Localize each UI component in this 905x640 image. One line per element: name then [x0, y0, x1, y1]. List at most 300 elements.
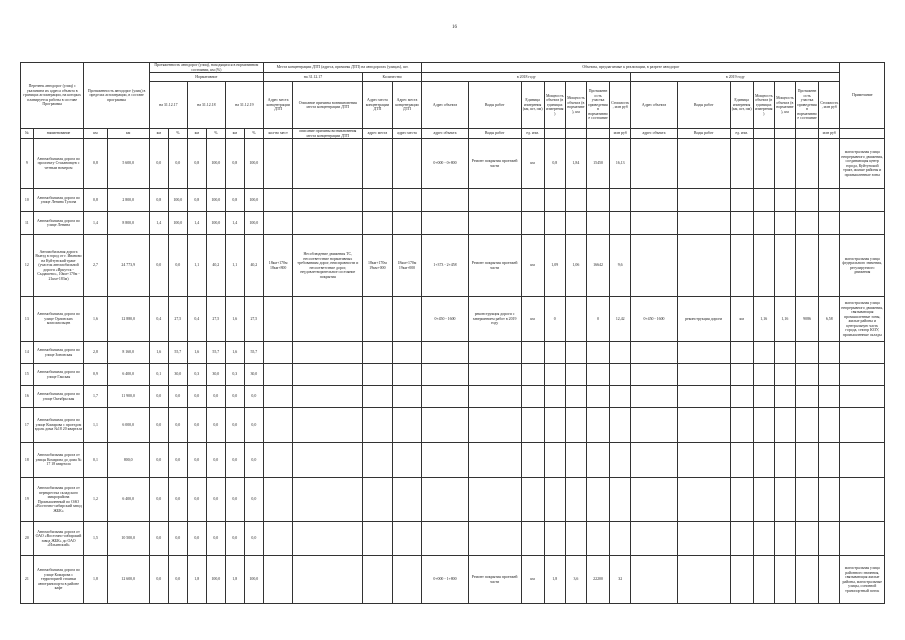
cell-unit	[521, 342, 544, 364]
cell-pl	[586, 212, 609, 235]
cell-a18	[363, 408, 393, 443]
cell-c: 1,8	[187, 556, 206, 604]
cell-d: 0,0	[206, 408, 225, 443]
cell-unit	[521, 189, 544, 212]
cell-work2	[677, 139, 730, 189]
cell-c: 0,8	[187, 189, 206, 212]
cell-addr2	[631, 189, 677, 212]
cell-note: магистральная улица непрерывного движения, соединяющая центр города, Куйтунский тракт, жилые районы и промышленные зоны	[840, 139, 885, 189]
cell-d: 40,2	[206, 235, 225, 297]
cell-len: 1,5	[84, 522, 107, 556]
cell-lenm: 2 800,0	[107, 189, 149, 212]
obj-address-header: Адрес объекта	[422, 82, 468, 129]
cell-addr2	[631, 478, 677, 522]
cell-e: 0,0	[225, 386, 244, 408]
cell-reason	[293, 522, 363, 556]
cell-unit2	[730, 139, 753, 189]
cell-lenm: 6 400,0	[107, 364, 149, 386]
cell-pl2	[795, 235, 818, 297]
cell-d: 0,0	[206, 443, 225, 478]
power-norm-header: Мощность объекта (в нормативе), км	[565, 82, 586, 129]
cell-d: 100,0	[206, 212, 225, 235]
cell-no: 13	[21, 297, 34, 342]
cell-pn	[565, 212, 586, 235]
cell-c: 0,4	[187, 297, 206, 342]
cell-note	[840, 364, 885, 386]
cell-addr	[422, 478, 468, 522]
cell-reason	[293, 408, 363, 443]
normative-group-header: Протяженность автодорог (улиц), находящихся в нормативном состоянии, км (%)	[149, 63, 263, 73]
cell-name: Автомобильная дорога от улицы Комарова до дома № 17 18 квартала	[33, 443, 84, 478]
cell-no: 19	[21, 478, 34, 522]
cell-b: 100,0	[168, 212, 187, 235]
cell-unit2	[730, 522, 753, 556]
cell-pn2	[774, 478, 795, 522]
cell-pn: 1,84	[565, 139, 586, 189]
cell-f: 0,0	[244, 478, 263, 522]
table-row	[21, 212, 885, 235]
cell-mk	[263, 139, 293, 189]
idx-addr2: адрес места	[363, 129, 393, 139]
dtp-group-header: Места концентрации ДТП (адреса, причины ДТП) на автодорогах (улицах), шт.	[263, 63, 421, 73]
cell-pl2	[795, 212, 818, 235]
cell-name: Автомобильная дорога по проспекту Стахановцев с четным номером	[33, 139, 84, 189]
objects-group-header: Объекты, предлагаемые к реализации, в разрезе автодорог	[422, 63, 840, 73]
table-row	[21, 556, 885, 604]
table-row	[21, 297, 885, 342]
cell-a18	[363, 522, 393, 556]
cell-unit	[521, 364, 544, 386]
cell-e: 0,3	[225, 364, 244, 386]
cell-c: 1,6	[187, 342, 206, 364]
cell-pw2	[753, 443, 774, 478]
cell-addr	[422, 212, 468, 235]
cell-addr2	[631, 139, 677, 189]
cell-work2	[677, 408, 730, 443]
cell-pl2	[795, 556, 818, 604]
cell-len: 0,8	[84, 189, 107, 212]
cell-pw2	[753, 386, 774, 408]
cell-note	[840, 342, 885, 364]
idx-work: Виды работ	[468, 129, 521, 139]
cell-reason	[293, 139, 363, 189]
cell-pw	[544, 212, 565, 235]
idx-cost: млн руб	[610, 129, 631, 139]
cell-addr2	[631, 342, 677, 364]
cell-len: 1,7	[84, 386, 107, 408]
cell-a18	[363, 443, 393, 478]
cell-pl: 22200	[586, 556, 609, 604]
cell-pl	[586, 522, 609, 556]
idx-km-2018: км	[187, 129, 206, 139]
cell-note	[840, 212, 885, 235]
cell-a18	[363, 556, 393, 604]
cell-pl2	[795, 386, 818, 408]
cell-a19	[392, 212, 422, 235]
work-type-header: Виды работ	[468, 82, 521, 129]
cell-addr	[422, 522, 468, 556]
cell-cost2: 6,58	[819, 297, 840, 342]
cell-work2	[677, 443, 730, 478]
cell-cost	[610, 342, 631, 364]
unit-2019-header: Единица измерения (км, шт, пм)	[730, 82, 753, 129]
cell-unit2	[730, 364, 753, 386]
cell-note: магистральная улица непрерывного движения, связывающая промышленные зоны, жилые районы и центральную часть города, сектор ЮЗУ, промышленные склады	[840, 297, 885, 342]
cell-work2	[677, 386, 730, 408]
cell-addr: 0+000 - 0+800	[422, 139, 468, 189]
cell-pn2	[774, 522, 795, 556]
cell-c: 1,1	[187, 235, 206, 297]
cell-len: 0,9	[84, 364, 107, 386]
cell-note	[840, 478, 885, 522]
cell-pn2	[774, 235, 795, 297]
cell-f: 30,0	[244, 364, 263, 386]
cell-mk	[263, 364, 293, 386]
cell-pn: 1,06	[565, 235, 586, 297]
cell-pw: 1,8	[544, 556, 565, 604]
cell-work	[468, 408, 521, 443]
year-2019-header: в 2019 году	[631, 73, 840, 82]
cell-a18	[363, 364, 393, 386]
cell-cost2	[819, 139, 840, 189]
cell-pn	[565, 297, 586, 342]
cell-name: Автомобильная дорога по улице Комарова с территорией стоянки автотранспорта в районе кафе	[33, 556, 84, 604]
power-header: Мощность объекта (в единицах измерения)	[544, 82, 565, 129]
cell-addr2	[631, 386, 677, 408]
cell-f: 100,0	[244, 556, 263, 604]
idx-addr3: адрес места	[392, 129, 422, 139]
idx-unit2: ед. изм.	[730, 129, 753, 139]
cell-e: 0,0	[225, 443, 244, 478]
road-program-table	[20, 62, 885, 604]
cell-name: Автомобильная дорога по улице Орловских комсомольцев	[33, 297, 84, 342]
cell-addr	[422, 386, 468, 408]
cell-pl	[586, 478, 609, 522]
cell-len: 0,8	[84, 139, 107, 189]
table-row	[21, 189, 885, 212]
cell-pw2	[753, 478, 774, 522]
cell-work: Ремонт покрытия проезжей части	[468, 139, 521, 189]
cell-a19	[392, 189, 422, 212]
cell-pw	[544, 478, 565, 522]
cell-no: 21	[21, 556, 34, 604]
cell-cost2	[819, 235, 840, 297]
page-number: 16	[452, 25, 457, 30]
cell-a18	[363, 478, 393, 522]
cell-pw	[544, 408, 565, 443]
cell-pw2: 1,16	[753, 297, 774, 342]
cell-e: 0,0	[225, 408, 244, 443]
cell-addr	[422, 443, 468, 478]
cell-pn	[565, 342, 586, 364]
cell-mk	[263, 443, 293, 478]
cell-pn2	[774, 189, 795, 212]
cell-pl	[586, 408, 609, 443]
cell-addr2	[631, 408, 677, 443]
cell-mk	[263, 386, 293, 408]
idx-obj2: адрес объекта	[631, 129, 677, 139]
cell-cost: 16,13	[610, 139, 631, 189]
cell-unit	[521, 408, 544, 443]
cell-a: 0,0	[149, 556, 168, 604]
year-2018-header: в 2018 году	[422, 73, 631, 82]
cell-pw2	[753, 364, 774, 386]
cell-pl: 16642	[586, 235, 609, 297]
cell-work: Ремонт покрытия проезжей части	[468, 556, 521, 604]
cell-len: 1,4	[84, 212, 107, 235]
cell-work2	[677, 212, 730, 235]
cell-cost2	[819, 386, 840, 408]
cell-work2	[677, 522, 730, 556]
cell-b: 55,7	[168, 342, 187, 364]
cell-a: 0,4	[149, 297, 168, 342]
cell-name: Автомобильная дорога от ОАО «Восточно-сибирский завод ЖБК» до ОАО «Ильинский»	[33, 522, 84, 556]
cell-work2	[677, 189, 730, 212]
cell-cost2	[819, 189, 840, 212]
cell-lenm: 12 880,0	[107, 297, 149, 342]
cell-no: 17	[21, 408, 34, 443]
cell-c: 0,0	[187, 478, 206, 522]
cell-cost2	[819, 342, 840, 364]
idx-m: км	[107, 129, 149, 139]
cell-pl	[586, 386, 609, 408]
cell-reason	[293, 443, 363, 478]
cell-d: 27,5	[206, 297, 225, 342]
cell-addr2	[631, 443, 677, 478]
cell-pl2	[795, 408, 818, 443]
cell-mk: 18км+170м 18км+800	[263, 235, 293, 297]
length-norm-2019-header: Протяженность участка приведения в нормативное состояние	[795, 82, 818, 129]
cell-a: 0,0	[149, 235, 168, 297]
cell-a: 0,1	[149, 364, 168, 386]
cell-f: 100,0	[244, 139, 263, 189]
cell-pw2	[753, 139, 774, 189]
cell-reason	[293, 556, 363, 604]
cell-pn	[565, 364, 586, 386]
cell-pw: 1,09	[544, 235, 565, 297]
work-type-2019-header: Виды работ	[677, 82, 730, 129]
cell-work: реконструкция дороги с завершением работ в 2019 году	[468, 297, 521, 342]
idx-work2: Виды работ	[677, 129, 730, 139]
cell-c: 1,4	[187, 212, 206, 235]
table-row	[21, 364, 885, 386]
cell-pl2	[795, 443, 818, 478]
cell-note	[840, 386, 885, 408]
cell-pn2	[774, 139, 795, 189]
idx-km-2017: км	[149, 129, 168, 139]
idx-no: №	[21, 129, 34, 139]
cell-pl2	[795, 189, 818, 212]
cell-a18	[363, 342, 393, 364]
date-2019-header: на 31.12.19	[225, 82, 263, 129]
cell-f: 55,7	[244, 342, 263, 364]
idx-pct-2017: %	[168, 129, 187, 139]
cell-pn2	[774, 556, 795, 604]
cell-work2	[677, 342, 730, 364]
cell-name: Автомобильная дорога по улице Комарова с проездом вдоль дома №18 20 квартала	[33, 408, 84, 443]
cell-unit	[521, 522, 544, 556]
cell-work	[468, 522, 521, 556]
cell-reason	[293, 386, 363, 408]
idx-name: наименование	[33, 129, 84, 139]
cell-cost2	[819, 522, 840, 556]
cell-pl2: 9086	[795, 297, 818, 342]
cell-d: 55,7	[206, 342, 225, 364]
cell-b: 0,0	[168, 139, 187, 189]
cell-cost: 12,42	[610, 297, 631, 342]
cell-f: 40,2	[244, 235, 263, 297]
cell-d: 100,0	[206, 139, 225, 189]
cell-cost2	[819, 212, 840, 235]
obj-address-2019-header: Адрес объекта	[631, 82, 677, 129]
cell-unit: км	[521, 556, 544, 604]
cell-work	[468, 212, 521, 235]
cell-name: Автомобильная дорога по улице Ленина	[33, 212, 84, 235]
cell-no: 15	[21, 364, 34, 386]
mk-address-header: Адрес места концентрации ДТП	[263, 82, 293, 129]
table-body	[21, 139, 885, 604]
cell-pn2	[774, 408, 795, 443]
cell-unit2	[730, 443, 753, 478]
cell-cost2	[819, 443, 840, 478]
cell-cost	[610, 522, 631, 556]
cell-note: магистральная улица районного значения, связывающая жилые районы, магистральные улицы, основной транспортный поток	[840, 556, 885, 604]
cell-e: 0,8	[225, 189, 244, 212]
cell-lenm: 6 400,0	[107, 478, 149, 522]
cell-work	[468, 342, 521, 364]
cell-cost	[610, 386, 631, 408]
cell-work	[468, 189, 521, 212]
cell-e: 1,8	[225, 556, 244, 604]
cell-pw2	[753, 342, 774, 364]
cell-len: 1,8	[84, 556, 107, 604]
cell-a19	[392, 556, 422, 604]
cell-e: 0,0	[225, 522, 244, 556]
cell-pn2	[774, 342, 795, 364]
cell-len: 2,8	[84, 342, 107, 364]
cell-lenm: 800,0	[107, 443, 149, 478]
cell-pn2	[774, 212, 795, 235]
cell-work: Ремонт покрытия проезжей части	[468, 235, 521, 297]
cell-d: 0,0	[206, 522, 225, 556]
cell-pn	[565, 443, 586, 478]
cell-len: 1,2	[84, 478, 107, 522]
dtp-count-header: Количество	[363, 73, 422, 82]
cell-len: 0,1	[84, 443, 107, 478]
idx-cost2: млн руб	[819, 129, 840, 139]
cell-a: 0,0	[149, 139, 168, 189]
cell-a19	[392, 443, 422, 478]
cell-cost2	[819, 408, 840, 443]
cell-name: Автомобильная дорога по улице Зоновская	[33, 342, 84, 364]
cell-pw	[544, 443, 565, 478]
cell-a18	[363, 189, 393, 212]
cell-d: 30,0	[206, 364, 225, 386]
cell-a19	[392, 522, 422, 556]
idx-km-2019: км	[225, 129, 244, 139]
cell-addr2	[631, 364, 677, 386]
cell-pw	[544, 386, 565, 408]
table-row	[21, 478, 885, 522]
cell-pw	[544, 189, 565, 212]
cell-work2: реконструкция дороги	[677, 297, 730, 342]
mk-addr-2019-header: Адрес места концентрации ДТП	[392, 82, 422, 129]
cell-no: 9	[21, 139, 34, 189]
cell-addr2	[631, 212, 677, 235]
cell-pw2	[753, 235, 774, 297]
cell-c: 0,0	[187, 386, 206, 408]
cell-e: 1,6	[225, 297, 244, 342]
cell-pn	[565, 408, 586, 443]
cell-a: 1,6	[149, 342, 168, 364]
cell-a19	[392, 478, 422, 522]
cell-c: 0,0	[187, 443, 206, 478]
cell-d: 100,0	[206, 556, 225, 604]
cell-c: 0,3	[187, 364, 206, 386]
cell-pn2: 1,16	[774, 297, 795, 342]
cell-name: Автомобильная дорога от перекрестка складского микрорайона Промышленный по ОАО «Восточно-сибирский завод ЖБК»	[33, 478, 84, 522]
cell-work2	[677, 235, 730, 297]
table-row	[21, 139, 885, 189]
cell-mk	[263, 212, 293, 235]
table-row	[21, 408, 885, 443]
cell-note	[840, 408, 885, 443]
cell-a18	[363, 139, 393, 189]
cell-a: 0,0	[149, 386, 168, 408]
cell-work	[468, 478, 521, 522]
cell-pw	[544, 522, 565, 556]
cell-unit2	[730, 386, 753, 408]
table-row	[21, 235, 885, 297]
cell-b: 0,0	[168, 478, 187, 522]
cell-cost	[610, 212, 631, 235]
cell-name: Автомобильная дорога по улице Октябрьская	[33, 386, 84, 408]
cell-mk	[263, 297, 293, 342]
cell-pw	[544, 342, 565, 364]
cell-f: 100,0	[244, 189, 263, 212]
idx-reason: описание причины возникновения места концентрации ДТП	[293, 129, 363, 139]
cell-b: 0,0	[168, 556, 187, 604]
cell-b: 0,0	[168, 443, 187, 478]
idx-unit: ед. изм.	[521, 129, 544, 139]
cell-unit2	[730, 189, 753, 212]
power-norm-2019-header: Мощность объекта (в нормативе), км	[774, 82, 795, 129]
cell-reason	[293, 297, 363, 342]
cell-unit2	[730, 478, 753, 522]
cell-len: 1,6	[84, 297, 107, 342]
cell-work	[468, 443, 521, 478]
cell-addr	[422, 189, 468, 212]
cell-work2	[677, 556, 730, 604]
cell-addr2	[631, 556, 677, 604]
cell-unit	[521, 443, 544, 478]
cell-b: 0,0	[168, 408, 187, 443]
cell-pl2	[795, 364, 818, 386]
table-row	[21, 443, 885, 478]
cell-pn	[565, 386, 586, 408]
cell-unit2	[730, 212, 753, 235]
cell-pl2	[795, 139, 818, 189]
cell-b: 0,0	[168, 386, 187, 408]
length-norm-header: Протяженность участка приведения в нормативное состояние	[586, 82, 609, 129]
cell-d: 0,0	[206, 478, 225, 522]
cell-a19: 18км+170м 19км+000	[392, 235, 422, 297]
cell-a19	[392, 408, 422, 443]
cell-work2	[677, 364, 730, 386]
date-2017-header: на 31.12.17	[149, 82, 187, 129]
cell-pw2	[753, 408, 774, 443]
cell-cost2	[819, 364, 840, 386]
